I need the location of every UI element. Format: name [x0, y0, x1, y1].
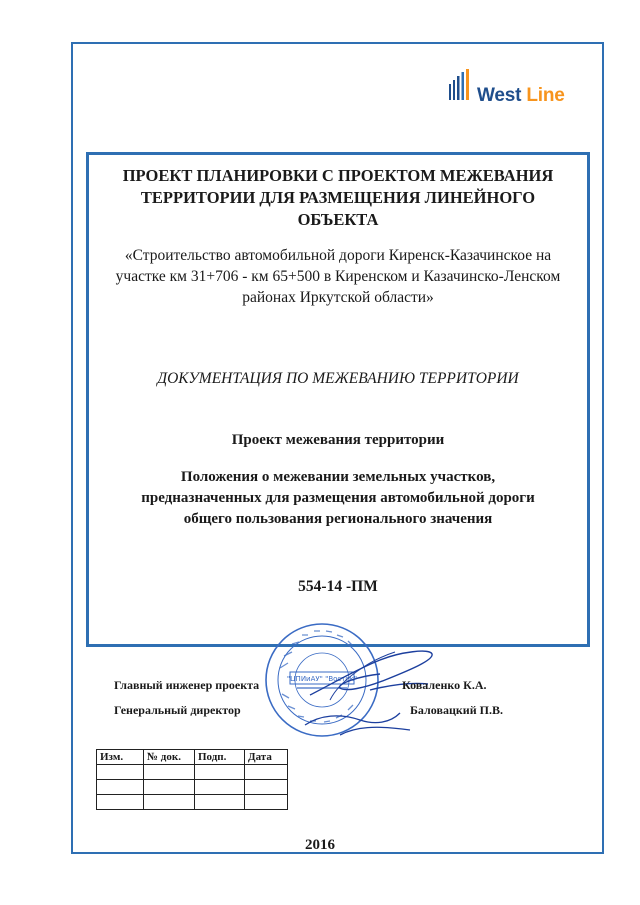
document-title: ПРОЕКТ ПЛАНИРОВКИ С ПРОЕКТОМ МЕЖЕВАНИЯ ТЕРРИТОРИИ ДЛЯ РАЗМЕЩЕНИЯ ЛИНЕЙНОГО ОБЪЕКТА	[122, 166, 554, 229]
revision-cell	[144, 765, 195, 780]
chief-engineer-role: Главный инженер проекта	[114, 678, 260, 692]
revision-cell	[245, 795, 288, 810]
documentation-section: ДОКУМЕНТАЦИЯ ПО МЕЖЕВАНИЮ ТЕРРИТОРИИ	[157, 370, 519, 387]
table-row	[97, 765, 288, 780]
revision-cell	[97, 765, 144, 780]
revision-header-cell: Подп.	[195, 750, 245, 765]
logo-line: Line	[526, 85, 565, 106]
revision-cell	[97, 780, 144, 795]
chief-engineer-name: Коваленко К.А.	[402, 678, 487, 692]
logo-bars-icon	[446, 68, 476, 108]
seal-center-text: "ЦПИиАУ" "Восток"	[286, 675, 358, 683]
director-role: Генеральный директор	[114, 703, 241, 717]
revision-header-cell: № док.	[144, 750, 195, 765]
revision-header-row	[97, 750, 288, 765]
revision-cell	[195, 780, 245, 795]
revision-header-cell: Дата	[245, 750, 288, 765]
revision-cell	[97, 795, 144, 810]
director-name: Баловацкий П.В.	[410, 703, 503, 717]
subsection-description: Положения о межевании земельных участков, предназначенных для размещения автомобильной дороги общего пользования регионального значения	[141, 469, 535, 527]
document-year: 2016	[305, 837, 335, 853]
revision-cell	[245, 780, 288, 795]
title-box	[86, 152, 590, 647]
project-subsection: Проект межевания территории	[231, 432, 445, 448]
revision-cell	[144, 780, 195, 795]
table-row	[97, 780, 288, 795]
revision-cell	[195, 795, 245, 810]
logo-west: West	[477, 85, 522, 106]
revision-table	[96, 749, 288, 810]
table-row	[97, 795, 288, 810]
object-name: «Строительство автомобильной дороги Киренск-Казачинское на участке км 31+706 - км 65+500 в Киренском и Казачинско-Ленском районах Иркутской области»	[115, 247, 561, 306]
document-code: 554-14 -ПМ	[298, 578, 378, 595]
company-logo	[446, 68, 582, 108]
logo-text	[477, 85, 565, 107]
revision-cell	[144, 795, 195, 810]
revision-cell	[245, 765, 288, 780]
revision-cell	[195, 765, 245, 780]
signature-director	[300, 695, 420, 745]
revision-header-cell: Изм.	[97, 750, 144, 765]
